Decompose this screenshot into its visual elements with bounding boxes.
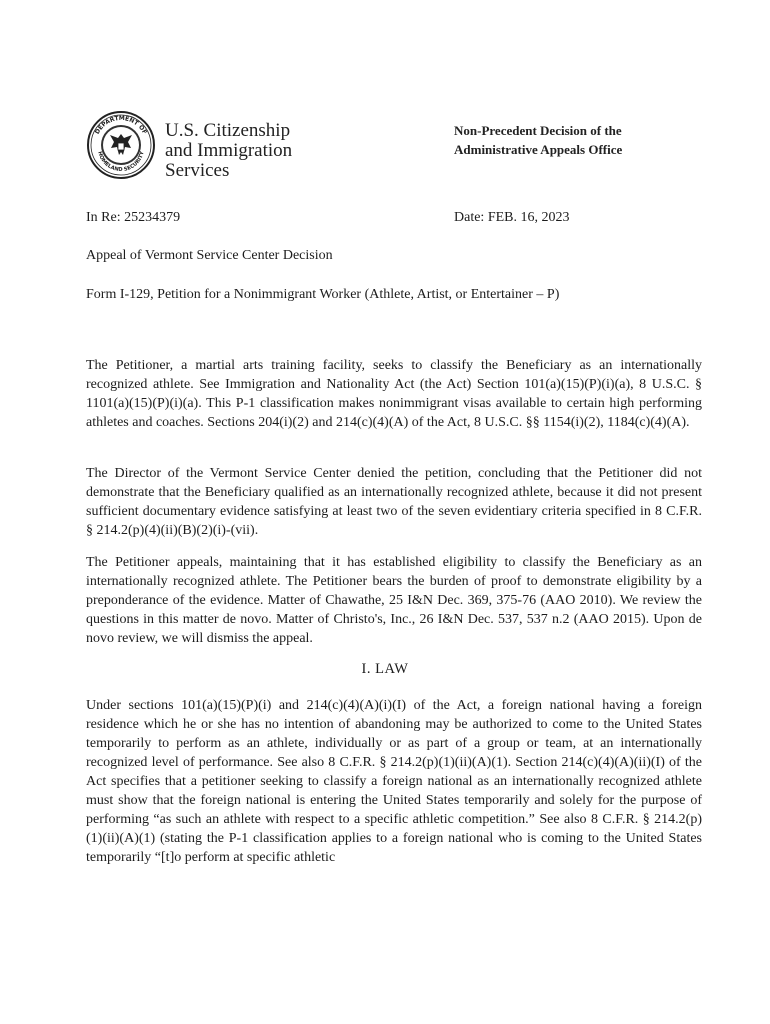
agency-name — [165, 121, 292, 181]
appeal-description: Appeal of Vermont Service Center Decision — [86, 248, 333, 263]
decision-title-line-1: Non-Precedent Decision of the — [454, 123, 622, 138]
agency-line-1: U.S. Citizenship — [165, 120, 291, 141]
body-paragraph-2: The Director of the Vermont Service Center denied the petition, concluding that the Petitioner did not demonstrate that the Beneficiary qualified as an internationally recognized athlete, because it did not present sufficient documentary evidence satisfying at least two of the seven evidentiary criteria specified in 8 C.F.R. § 214.2(p)(4)(ii)(B)(2)(i)-(vii). — [86, 466, 702, 538]
agency-line-2: and Immigration — [165, 140, 293, 161]
body-paragraph-1: The Petitioner, a martial arts training facility, seeks to classify the Beneficiary as an internationally recognized athlete. See Immigration and Nationality Act (the Act) Section 101(a)(15)(P)(i)(a), 8 U.S.C. § 1101(a)(15)(P)(i)(a). This P-1 classification makes nonimmigrant visas available to certain high performing athletes and coaches. Sections 204(i)(2) and 214(c)(4)(A) of the Act, 8 U.S.C. §§ 1154(i)(2), 1184(c)(4)(A). — [86, 358, 702, 430]
form-description: Form I-129, Petition for a Nonimmigrant Worker (Athlete, Artist, or Entertainer – P) — [86, 287, 560, 302]
body-paragraph-4: Under sections 101(a)(15)(P)(i) and 214(c)(4)(A)(i)(I) of the Act, a foreign national having a foreign residence which he or she has no intention of abandoning may be authorized to come to the United States temporarily to perform as an athlete, individually or as part of a group or team, at an internationally recognized level of performance. See also 8 C.F.R. § 214.2(p)(1)(ii)(A)(1). Section 214(c)(4)(A)(ii)(I) of the Act specifies that a petitioner seeking to classify a foreign national as an internationally recognized athlete must show that the foreign national is entering the United States temporarily and solely for the purpose of performing “as such an athlete with respect to a specific athletic competition.” See also 8 C.F.R. § 214.2(p)(1)(ii)(A)(1) (stating the P-1 classification applies to a foreign national who is coming to the United States temporarily “[t]o perform at specific athletic — [86, 698, 702, 865]
svg-text:DEPARTMENT OF: DEPARTMENT OF — [93, 114, 149, 136]
body-paragraph-3: The Petitioner appeals, maintaining that it has established eligibility to classify the Beneficiary as an internationally recognized athlete. The Petitioner bears the burden of proof to demonstrate eligibility by a preponderance of the evidence. Matter of Chawathe, 25 I&N Dec. 369, 375-76 (AAO 2010). We review the questions in this matter de novo. Matter of Christo's, Inc., 26 I&N Dec. 537, 537 n.2 (AAO 2015). Upon de novo review, we will dismiss the appeal. — [86, 555, 702, 646]
section-heading: I. LAW — [361, 661, 409, 677]
decision-title — [454, 121, 622, 159]
svg-text:HOMELAND SECURITY: HOMELAND SECURITY — [96, 150, 146, 174]
decision-title-line-2: Administrative Appeals Office — [454, 142, 623, 157]
decision-date: Date: FEB. 16, 2023 — [454, 210, 570, 225]
in-re-number: In Re: 25234379 — [86, 210, 181, 225]
agency-line-3: Services — [165, 160, 230, 181]
dhs-seal-icon — [86, 110, 156, 180]
